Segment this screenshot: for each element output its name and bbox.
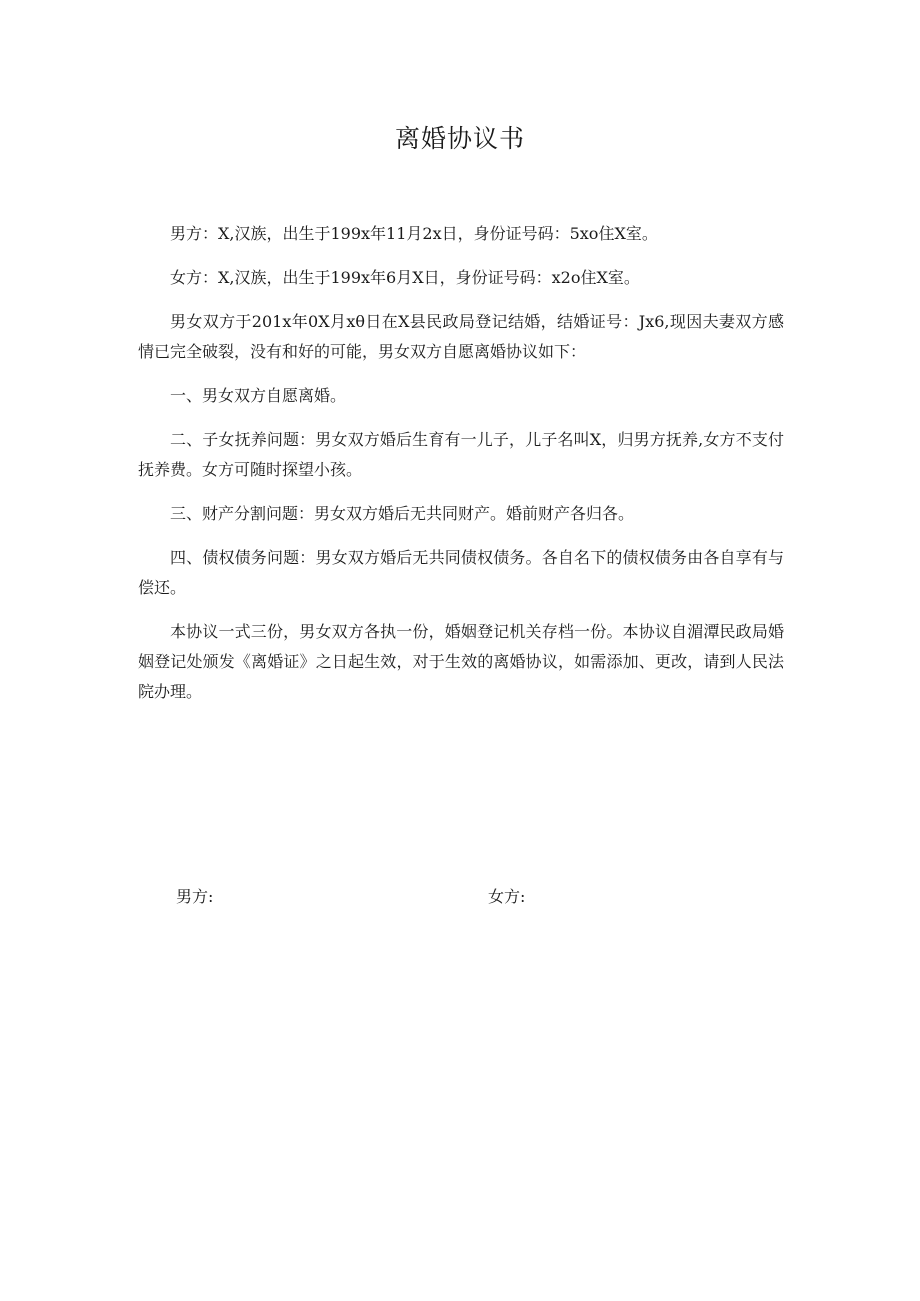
paragraph-effectiveness: 本协议一式三份，男女双方各执一份，婚姻登记机关存档一份。本协议自湄潭民政局婚姻登记处颁发《离婚证》之日起生效，对于生效的离婚协议，如需添加、更改，请到人民法院办理。: [138, 622, 784, 701]
document-body: [138, 219, 784, 721]
signature-male-label: 男方:: [176, 887, 214, 906]
paragraph-clause-1: 一、男女双方自愿离婚。: [170, 386, 347, 405]
paragraph-clause-3: 三、财产分割问题：男女双方婚后无共同财产。婚前财产各归各。: [170, 504, 635, 523]
paragraph-female-party: 女方：X,汉族，出生于199x年6月X日，身份证号码：x2o住X室。: [170, 268, 640, 287]
signature-female-label: 女方:: [488, 887, 526, 906]
document-title: 离婚协议书: [394, 124, 525, 153]
paragraph-clause-4: 四、债权债务问题：男女双方婚后无共同债权债务。各自名下的债权债务由各自享有与偿还。: [138, 548, 784, 597]
paragraph-male-party: 男方：X,汉族，出生于199x年11月2x日，身份证号码：5xo住X室。: [170, 224, 658, 243]
paragraph-clause-2: 二、子女抚养问题：男女双方婚后生育有一儿子，儿子名叫X，归男方抚养,女方不支付抚养费。女方可随时探望小孩。: [138, 430, 784, 479]
paragraph-marriage-info: 男女双方于201x年0X月xθ日在X县民政局登记结婚，结婚证号：Jx6,现因夫妻双方感情已完全破裂，没有和好的可能，男女双方自愿离婚协议如下：: [138, 312, 784, 361]
